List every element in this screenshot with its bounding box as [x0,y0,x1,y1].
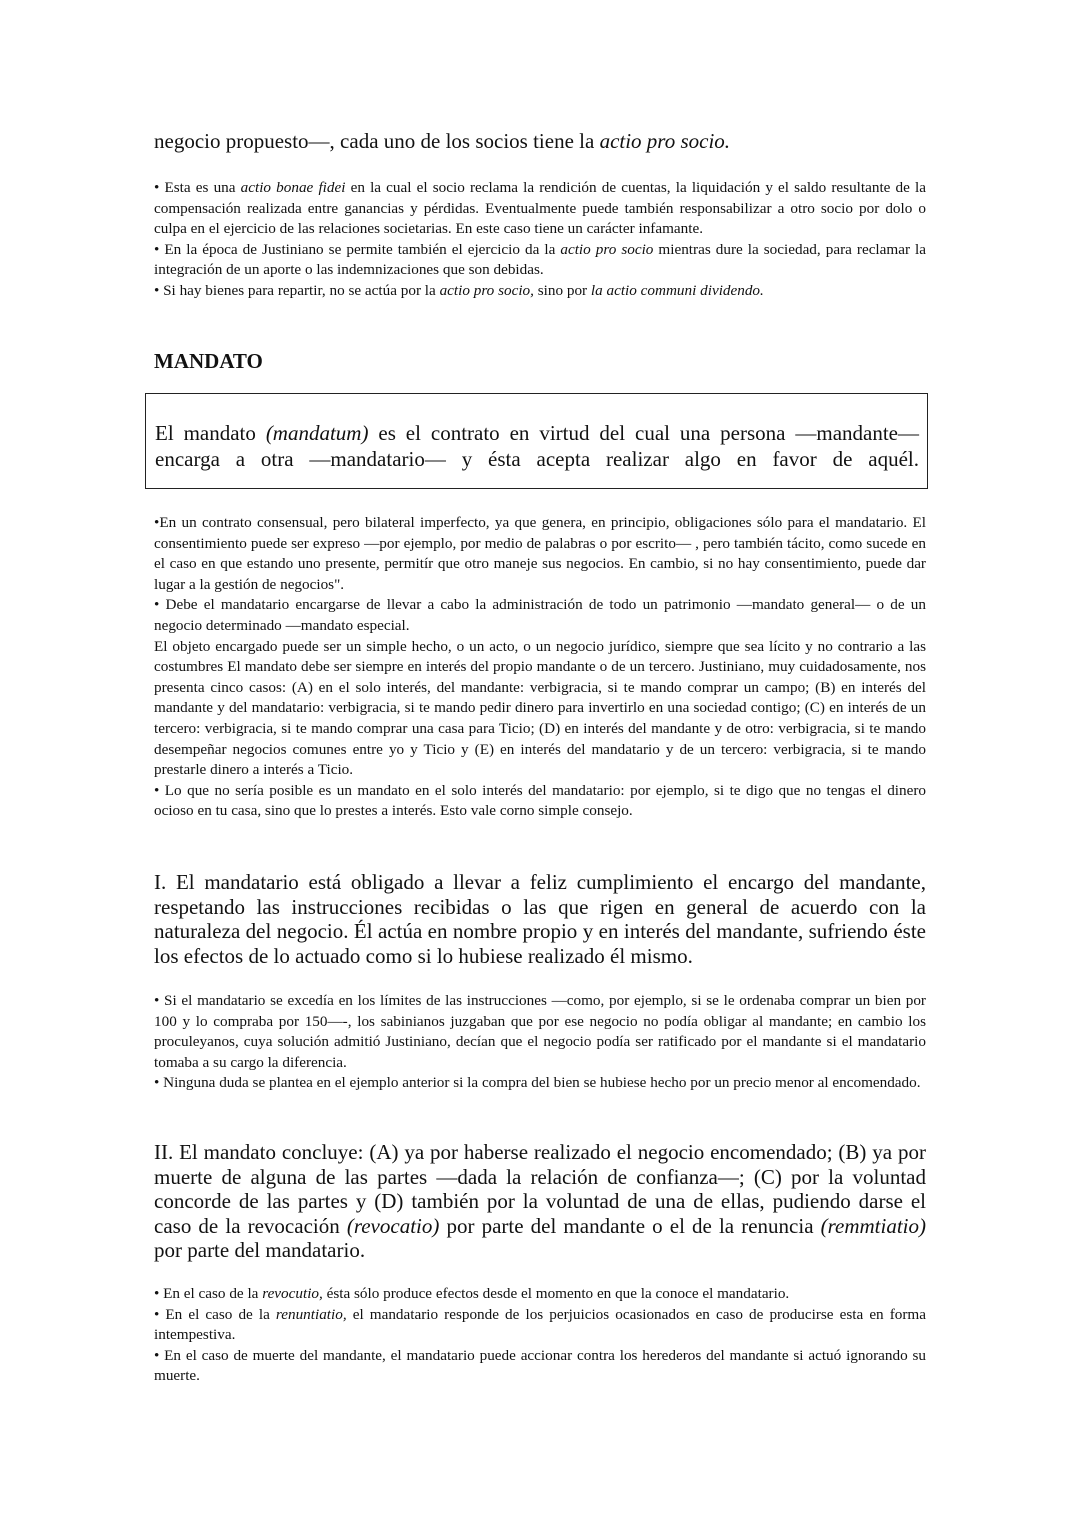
bullet-actio-bonae-fidei [154,178,926,240]
section-one-text: I. El mandatario está obligado a llevar a feliz cumplimiento el encargo del mandante, respetando las instrucciones recibidas o las que rigen en general de acuerdo con la naturaleza del negocio. Él actúa en nombre propio y en interés del mandante, sufriendo éste los efectos de lo actuado como si lo hubiese realizado él mismo. [154,870,926,968]
text: • Esta es una [154,179,241,196]
text: ésta sólo produce efectos desde el momento en que la conoce el mandatario. [322,1285,790,1302]
definition-text [155,420,919,498]
italic-term: actio bonae fidei [240,179,346,196]
bullet-renuntiatio [154,1305,926,1346]
paragraph-consensual: •En un contrato consensual, pero bilateral imperfecto, ya que genera, en principio, obligaciones sólo para el mandatario. El consentimiento puede ser expreso —por ejemplo, por medio de palabras o por escrito— , pero también tácito, como sucede en el caso en que estando uno presente, permitír que otro maneje sus negocios. En cambio, si no hay consentimiento, puede dar lugar a la gestión de negocios". [154,514,926,593]
text: • En la época de Justiniano se permite también el ejercicio da la [154,240,561,258]
text: en la cual el socio reclama la rendición de cuentas, la liquidación y el saldo resultante de la compensación realizada entre ganancias y pérdidas. Eventualmente puede también responsabilizar a otro socio por dolo o culpa en el ejercicio de las relaciones societarias. En este caso tiene un carácter infamante. [154,179,927,238]
text: sino por [533,281,591,299]
intro-text: negocio propuesto—, cada uno de los socios tiene la [154,129,600,153]
bullet-bienes [154,281,926,302]
mandato-details [154,513,926,822]
bullet-justiniano [154,240,926,281]
text: • En el caso de la [154,1285,263,1302]
text: II. El mandato concluye: (A) ya por haberse realizado el negocio encomendado; (B) ya por muerte de alguna de las partes —dada la relación de confianza—; (C) por la voluntad concorde de las partes y (D) también por la voluntad de una de ellas, pudiendo darse el caso de la revocación [154,1140,926,1238]
exceso-bullets [154,991,926,1094]
text: mientras dure la sociedad, para reclamar la integración de un aporte o las indemnizaciones que son debidas. [154,240,926,279]
text: por parte del mandante o el de la renuncia [439,1213,821,1238]
text: • Si hay bienes para repartir, no se actúa por la [154,281,440,299]
italic-term: (revocatio) [346,1213,440,1238]
italic-term: (mandatum) [265,421,369,445]
section-two-text [154,1140,926,1263]
paragraph-administracion: • Debe el mandatario encargarse de llevar a cabo la administración de todo un patrimonio —mandato general— o de un negocio determinado —mandato especial. [154,596,926,634]
paragraph-no-posible: • Lo que no sería posible es un mandato en el solo interés del mandatario: por ejemplo, si te digo que no tengas el dinero ocioso en tu casa, sino que lo prestes a interés. Esto vale corno simple consejo. [154,781,926,820]
italic-term: renuntiatio, [275,1305,347,1323]
definition-box [145,393,928,489]
intro-italic: actio pro socio. [599,129,731,153]
intro-paragraph [154,129,926,154]
bullet-muerte [154,1346,926,1387]
section-two [154,1140,926,1263]
bullet-exceso: • Si el mandatario se excedía en los límites de las instrucciones —como, por ejemplo, si se le ordenaba comprar un bien por 100 y lo compraba por 150—-, los sabinianos juzgaban que por ese negocio no podía obligar al mandante; en cambio los proculeyanos, cuya solución admitió Justiniano, decían que el negocio podía ser ratificado por el mandante si el mandatario tomaba a su cargo la diferencia. [154,992,926,1071]
text: el mandatario responde de los perjuicios ocasionados en caso de producirse esta en forma intempestiva. [154,1305,926,1344]
text: es el contrato en virtud del cual una persona —mandante— encarga a otra —mandatario— y ésta acepta realizar algo en favor de aquél. [155,421,919,471]
bullet-revocatio [154,1284,926,1305]
section-one [154,870,926,968]
conclusion-bullets [154,1284,926,1387]
socio-bullets [154,178,926,302]
italic-term: revocutio, [262,1285,323,1302]
heading-mandato: MANDATO [154,349,263,373]
text: El mandato [155,421,266,445]
italic-term: (remmtiatio) [820,1213,926,1238]
section-heading [154,349,926,373]
text: por parte del mandatario. [154,1238,366,1262]
paragraph-objeto: El objeto encargado puede ser un simple hecho, o un acto, o un negocio jurídico, siempre que sea lícito y no contrario a las costumbres El mandato debe ser siempre en interés del propio mandante o de un tercero. Justiniano, muy cuidadosamente, nos presenta cinco casos: (A) en el solo interés, del mandante: verbigracia, si te mando comprar un campo; (B) en interés del mandante y del mandatario: verbigracia, si te mando pedir dinero para invertirlo en una sociedad contigo; (C) en interés de un tercero: verbigracia, si te mando comprar una casa para Ticio; (D) en interés del mandante y de otro: verbigracia, si te mando desempeñar negocios comunes entre yo y Ticio y (E) en interés del mandatario y de un tercero: verbigracia, si te mando prestarle dinero a interés a Ticio. [154,637,926,779]
bullet-precio-menor: • Ninguna duda se plantea en el ejemplo anterior si la compra del bien se hubiese hecho por un precio menor al encomendado. [154,1074,921,1092]
italic-term: actio pro socio, [439,281,534,299]
italic-term: actio pro socio [560,240,654,258]
text: • En el caso de muerte del mandante, el mandatario puede accionar contra los herederos del mandante si actuó ignorando su muerte. [154,1346,926,1385]
italic-term: la actio communi dividendo. [590,281,764,299]
text: • En el caso de la [154,1305,276,1323]
